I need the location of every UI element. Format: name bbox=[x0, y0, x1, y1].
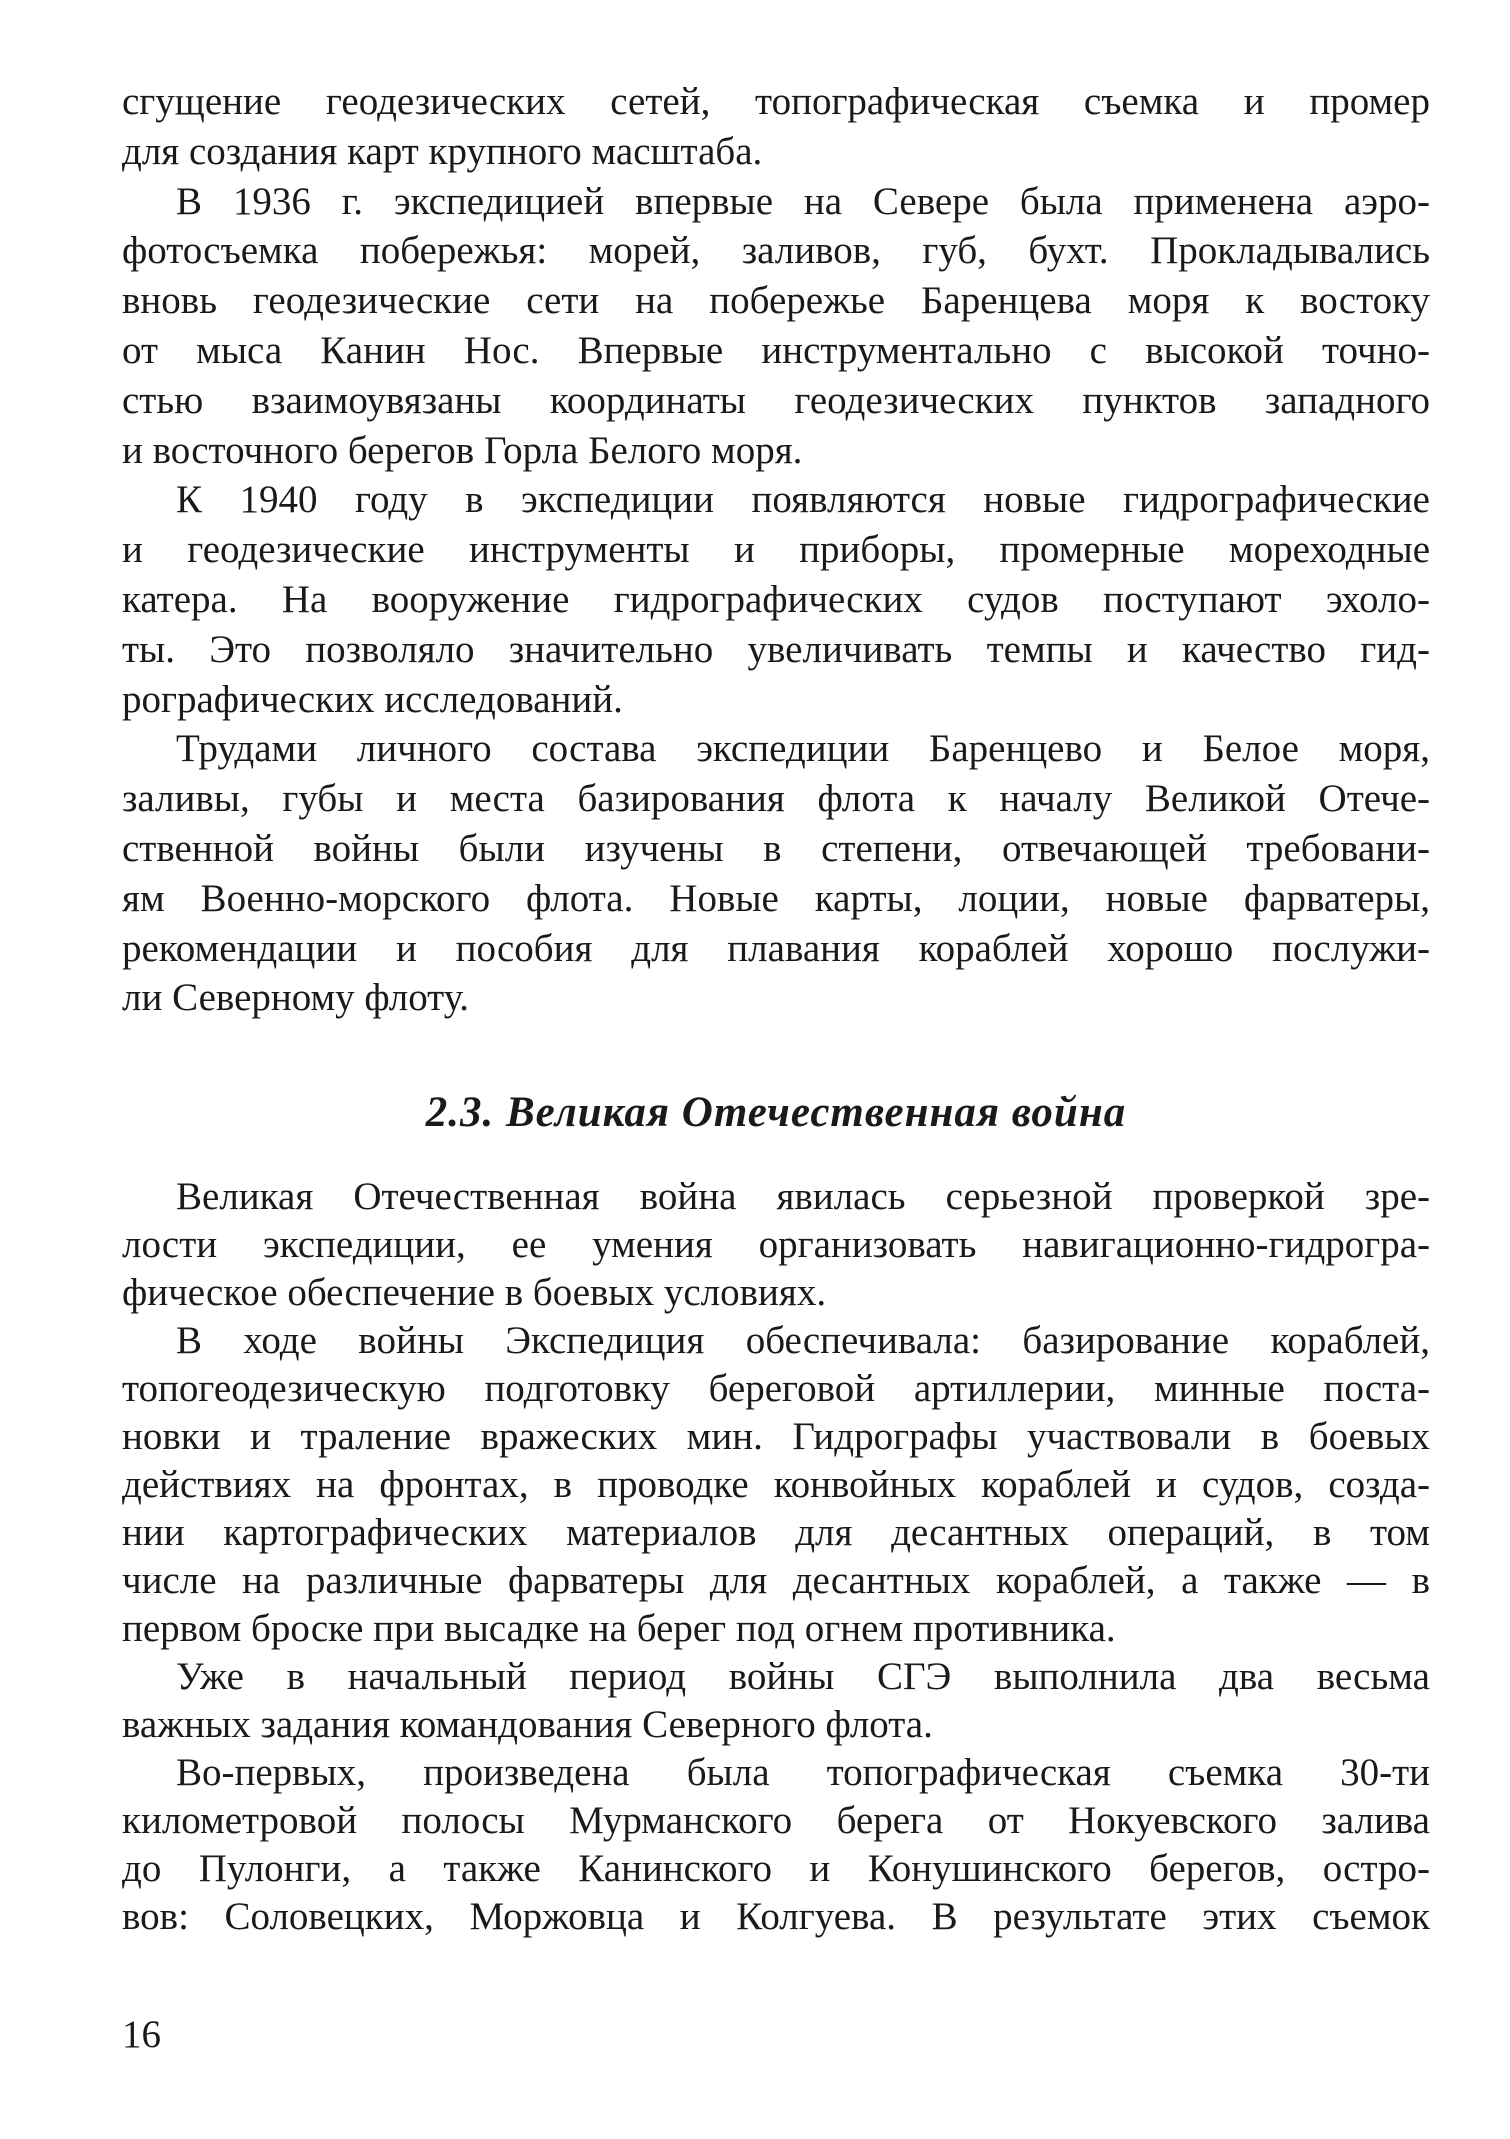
text-line: катера. На вооружение гидрографических судов поступают эхоло- bbox=[122, 577, 1430, 621]
text-line: топогеодезическую подготовку береговой артиллерии, минные поста- bbox=[122, 1367, 1430, 1410]
text-line: рекомендации и пособия для плавания кораблей хорошо послужи- bbox=[122, 926, 1430, 970]
page-number: 16 bbox=[122, 2013, 161, 2056]
text-line: первом броске при высадке на берег под огнем противника. bbox=[122, 1607, 1116, 1650]
paragraph bbox=[122, 1317, 1430, 1653]
text-line: до Пулонги, а также Канинского и Конушинского берегов, остро- bbox=[122, 1847, 1430, 1890]
text-line: ям Военно-морского флота. Новые карты, лоции, новые фарватеры, bbox=[122, 876, 1430, 920]
text-line: Трудами личного состава экспедиции Баренцево и Белое моря, bbox=[176, 727, 1430, 771]
text-line: нии картографических материалов для десантных операций, в том bbox=[122, 1511, 1430, 1554]
text-line: сгущение геодезических сетей, топографическая съемка и промер bbox=[122, 80, 1430, 123]
text-line: ли Северному флоту. bbox=[122, 976, 470, 1020]
text-section-after-heading bbox=[122, 1173, 1430, 1941]
section-heading: 2.3. Великая Отечественная война bbox=[425, 1089, 1127, 1136]
text-line: новки и траление вражеских мин. Гидрографы участвовали в боевых bbox=[122, 1415, 1430, 1458]
text-line: вов: Соловецких, Моржовца и Колгуева. В результате этих съемок bbox=[122, 1895, 1430, 1938]
paragraph bbox=[122, 724, 1430, 1023]
text-line: Во-первых, произведена была топографическая съемка 30-ти bbox=[176, 1751, 1430, 1794]
text-line: К 1940 году в экспедиции появляются новые гидрографические bbox=[176, 478, 1430, 522]
paragraph bbox=[122, 475, 1430, 724]
text-line: Великая Отечественная война явилась серьезной проверкой зре- bbox=[176, 1175, 1430, 1218]
paragraph bbox=[122, 1173, 1430, 1317]
text-line: ственной войны были изучены в степени, отвечающей требовани- bbox=[122, 826, 1430, 870]
text-line: ты. Это позволяло значительно увеличивать темпы и качество гид- bbox=[122, 627, 1430, 671]
paragraph bbox=[122, 77, 1430, 177]
paragraph bbox=[122, 1749, 1430, 1941]
text-line: и геодезические инструменты и приборы, промерные мореходные bbox=[122, 528, 1430, 572]
text-line: заливы, губы и места базирования флота к началу Великой Отече- bbox=[122, 777, 1430, 821]
text-line: лости экспедиции, ее умения организовать навигационно-гидрогра- bbox=[122, 1223, 1430, 1266]
text-line: рографических исследований. bbox=[122, 677, 623, 721]
text-line: важных задания командования Северного флота. bbox=[122, 1703, 933, 1746]
text-line: Уже в начальный период войны СГЭ выполнила два весьма bbox=[176, 1655, 1430, 1698]
text-line: для создания карт крупного масштаба. bbox=[122, 129, 763, 173]
text-line: фотосъемка побережья: морей, заливов, губ, бухт. Прокладывались bbox=[122, 229, 1430, 273]
text-section-before-heading bbox=[122, 77, 1430, 1023]
text-line: В ходе войны Экспедиция обеспечивала: базирование кораблей, bbox=[176, 1319, 1430, 1362]
text-line: вновь геодезические сети на побережье Баренцева моря к востоку bbox=[122, 279, 1430, 323]
text-line: от мыса Канин Нос. Впервые инструментально с высокой точно- bbox=[122, 328, 1430, 372]
text-line: и восточного берегов Горла Белого моря. bbox=[122, 428, 803, 472]
text-line: стью взаимоувязаны координаты геодезических пунктов западного bbox=[122, 378, 1430, 422]
text-line: фическое обеспечение в боевых условиях. bbox=[122, 1271, 827, 1314]
paragraph bbox=[122, 1653, 1430, 1749]
text-line: километровой полосы Мурманского берега от Нокуевского залива bbox=[122, 1799, 1430, 1842]
text-line: действиях на фронтах, в проводке конвойных кораблей и судов, созда- bbox=[122, 1463, 1430, 1506]
text-line: числе на различные фарватеры для десантных кораблей, а также — в bbox=[122, 1559, 1430, 1602]
paragraph bbox=[122, 177, 1430, 476]
text-line: В 1936 г. экспедицией впервые на Севере была применена аэро- bbox=[176, 179, 1430, 223]
